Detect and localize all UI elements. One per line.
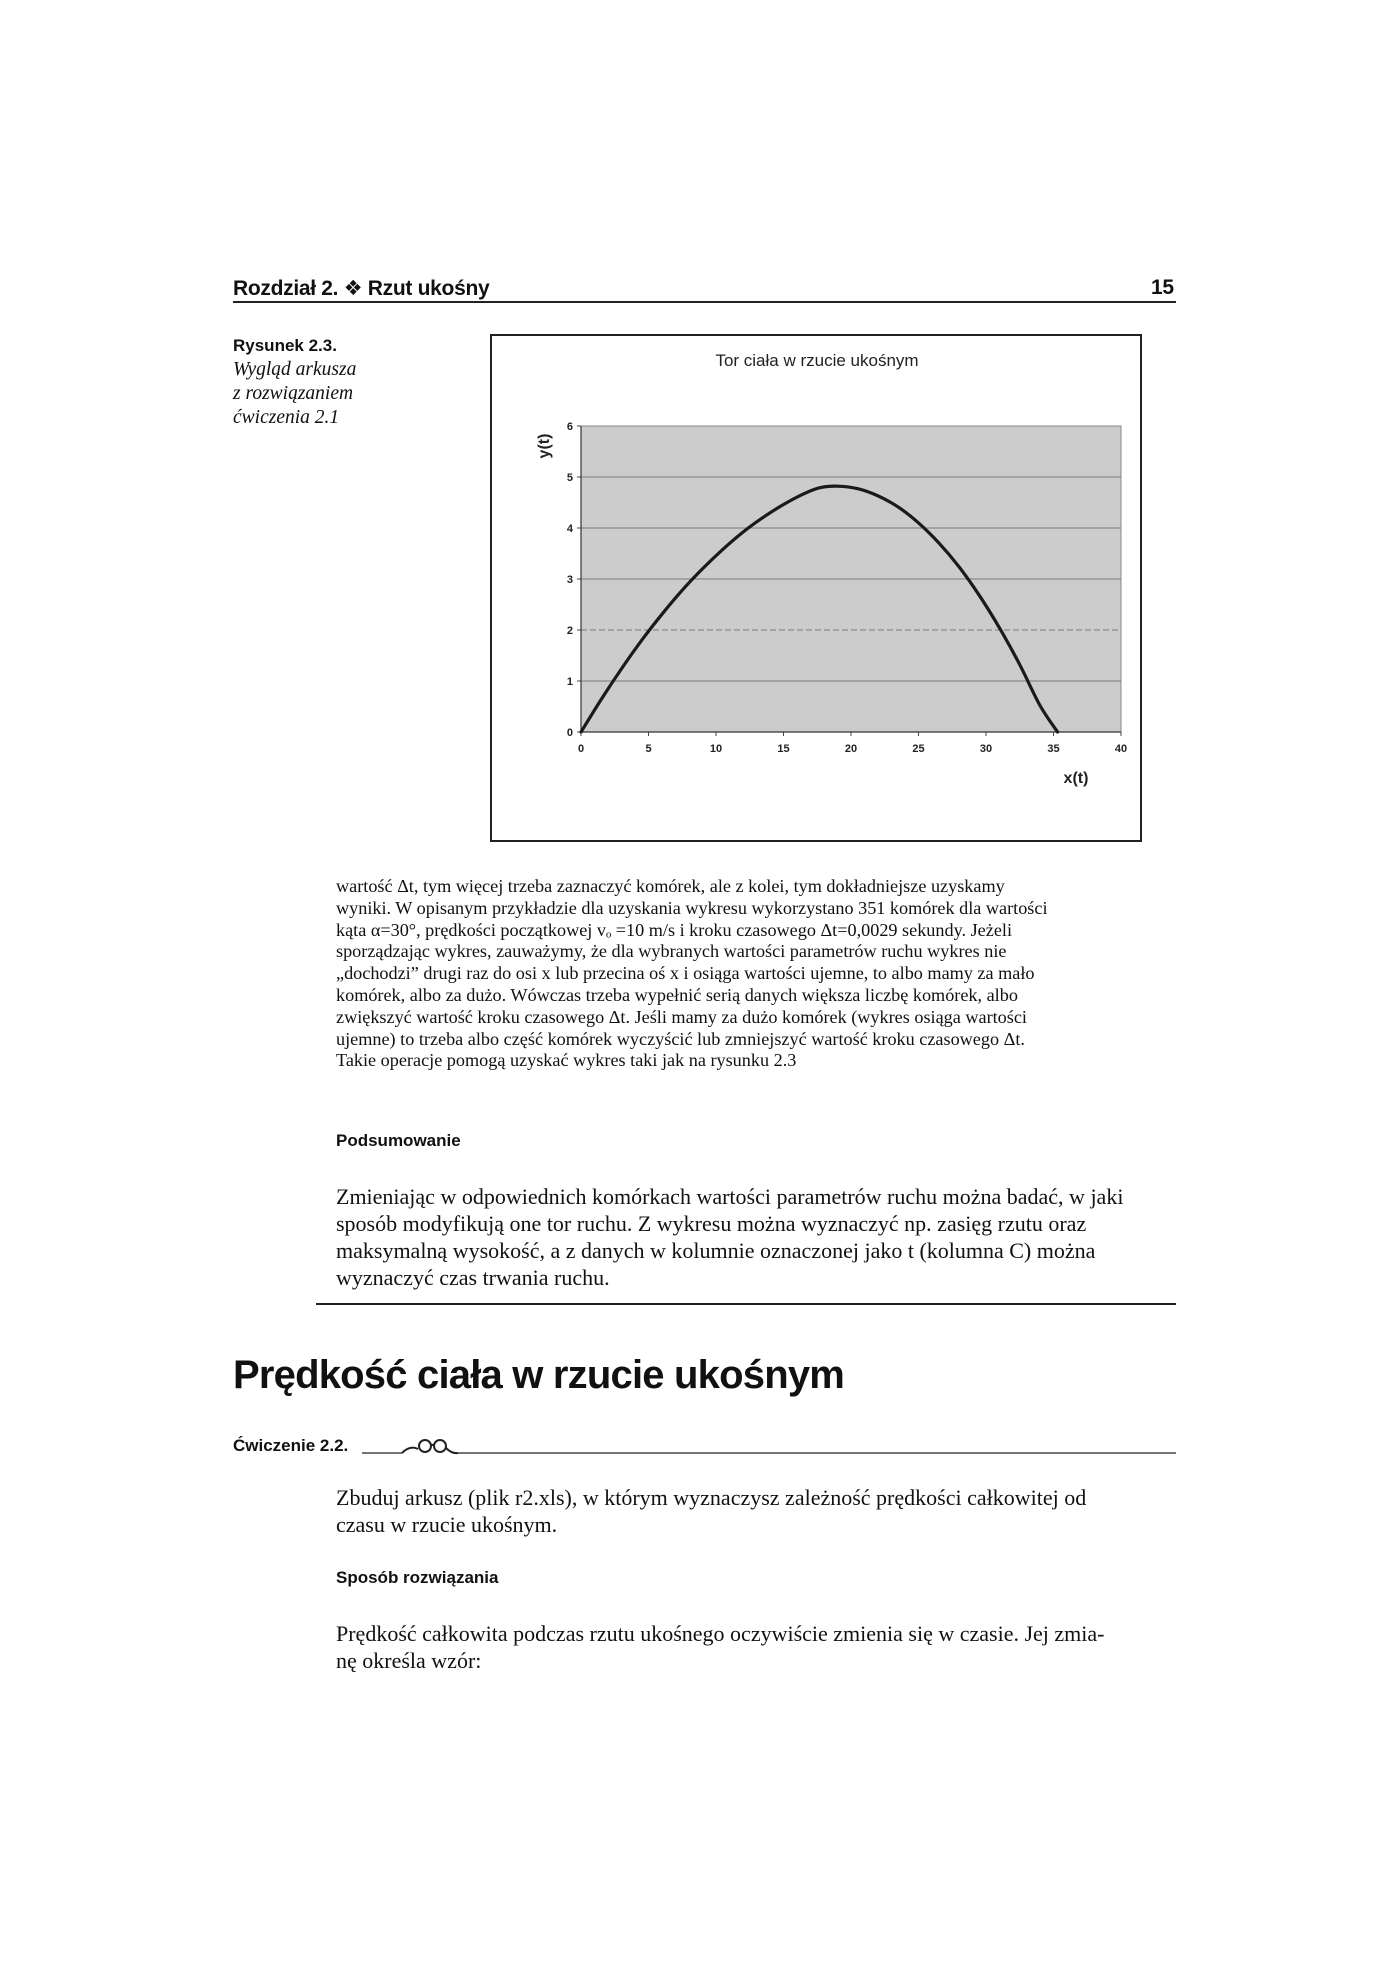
text-line: maksymalną wysokość, a z danych w kolumnie oznaczonej jako t (kolumna C) można	[336, 1238, 1096, 1263]
x-tick-label: 40	[1114, 743, 1128, 755]
x-axis-label: x(t)	[1063, 770, 1089, 787]
text-line: kąta α=30°, prędkości początkowej vₒ =10 m/s i kroku czasowego Δt=0,0029 sekundy. Jeżeli	[336, 919, 1012, 940]
x-tick-label: 35	[1047, 743, 1060, 755]
summary-rule	[316, 1303, 1176, 1305]
x-tick-label: 0	[577, 743, 585, 755]
text-line: sporządzając wykres, zauważymy, że dla wybranych wartości parametrów ruchu wykres nie	[336, 941, 1007, 962]
x-tick-label: 15	[777, 743, 790, 755]
exercise-label: Ćwiczenie 2.2.	[233, 1436, 349, 1455]
caption-line: z rozwiązaniem	[233, 383, 354, 404]
x-tick-label: 5	[645, 743, 652, 755]
figure-label: Rysunek 2.3.	[233, 336, 337, 355]
x-tick-label: 30	[979, 743, 993, 755]
text-line: czasu w rzucie ukośnym.	[336, 1512, 558, 1537]
text-line: wyznaczyć czas trwania ruchu.	[336, 1265, 610, 1290]
caption-line: ćwiczenia 2.1	[233, 407, 340, 428]
y-tick-label: 5	[566, 472, 573, 484]
y-tick-label: 0	[566, 727, 573, 739]
glasses-icon	[402, 1440, 458, 1453]
y-tick-label: 1	[566, 676, 573, 688]
section-title: Prędkość ciała w rzucie ukośnym	[233, 1353, 845, 1397]
text-line: ujemne) to trzeba albo część komórek wyczyścić lub zmniejszyć wartość kroku czasowego Δt.	[336, 1028, 1025, 1049]
solution-heading: Sposób rozwiązania	[336, 1568, 499, 1587]
solution-paragraph	[336, 1620, 1176, 1674]
text-line: wartość Δt, tym więcej trzeba zaznaczyć komórek, ale z kolei, tym dokładniejsze uzyskamy	[336, 876, 1005, 896]
x-tick-label: 10	[709, 743, 723, 755]
text-line: Zbuduj arkusz (plik r2.xls), w którym wyznaczysz zależność prędkości całkowitej od	[336, 1485, 1087, 1510]
page-number: 15	[1151, 276, 1174, 299]
exercise-ornament-rule	[362, 1436, 1176, 1458]
text-line: sposób modyfikują one tor ruchu. Z wykresu można wyznaczyć np. zasięg rzutu oraz	[336, 1211, 1087, 1236]
text-line: Takie operacje pomogą uzyskać wykres taki jak na rysunku 2.3	[336, 1050, 797, 1071]
text-line: Zmieniając w odpowiednich komórkach wartości parametrów ruchu można badać, w jaki	[336, 1184, 1124, 1209]
caption-line: Wygląd arkusza	[233, 359, 357, 380]
y-tick-label: 2	[566, 625, 573, 637]
chart-frame	[490, 334, 1142, 842]
figure-caption	[233, 358, 356, 430]
header-rule	[233, 301, 1176, 303]
y-axis-label: y(t)	[536, 433, 553, 459]
summary-paragraph	[336, 1183, 1176, 1291]
trajectory-chart	[492, 336, 1140, 840]
y-tick-label: 4	[566, 523, 573, 535]
y-tick-label: 6	[566, 421, 573, 433]
summary-heading: Podsumowanie	[336, 1131, 461, 1150]
text-line: wyniki. W opisanym przykładzie dla uzyskania wykresu wykorzystano 351 komórek dla wartości	[336, 897, 1048, 918]
text-line: komórek, albo za dużo. Wówczas trzeba wypełnić serią danych większa liczbę komórek, albo	[336, 984, 1018, 1005]
text-line: zwiększyć wartość kroku czasowego Δt. Jeśli mamy za dużo komórek (wykres osiąga wartości	[336, 1006, 1027, 1027]
text-line: Prędkość całkowita podczas rzutu ukośnego oczywiście zmienia się w czasie. Jej zmia-	[336, 1621, 1105, 1646]
x-tick-label: 20	[844, 743, 858, 755]
paragraph-trajectory-explanation	[336, 876, 1176, 1072]
y-tick-label: 3	[566, 574, 573, 586]
text-line: nę określa wzór:	[336, 1648, 482, 1673]
exercise-text	[336, 1484, 1176, 1538]
running-header-chapter: Rozdział 2. ❖ Rzut ukośny	[233, 277, 490, 300]
x-tick-label: 25	[912, 743, 925, 755]
text-line: „dochodzi” drugi raz do osi x lub przecina oś x i osiąga wartości ujemne, to albo mamy za mało	[336, 963, 1035, 984]
chart-title: Tor ciała w rzucie ukośnym	[715, 351, 919, 370]
